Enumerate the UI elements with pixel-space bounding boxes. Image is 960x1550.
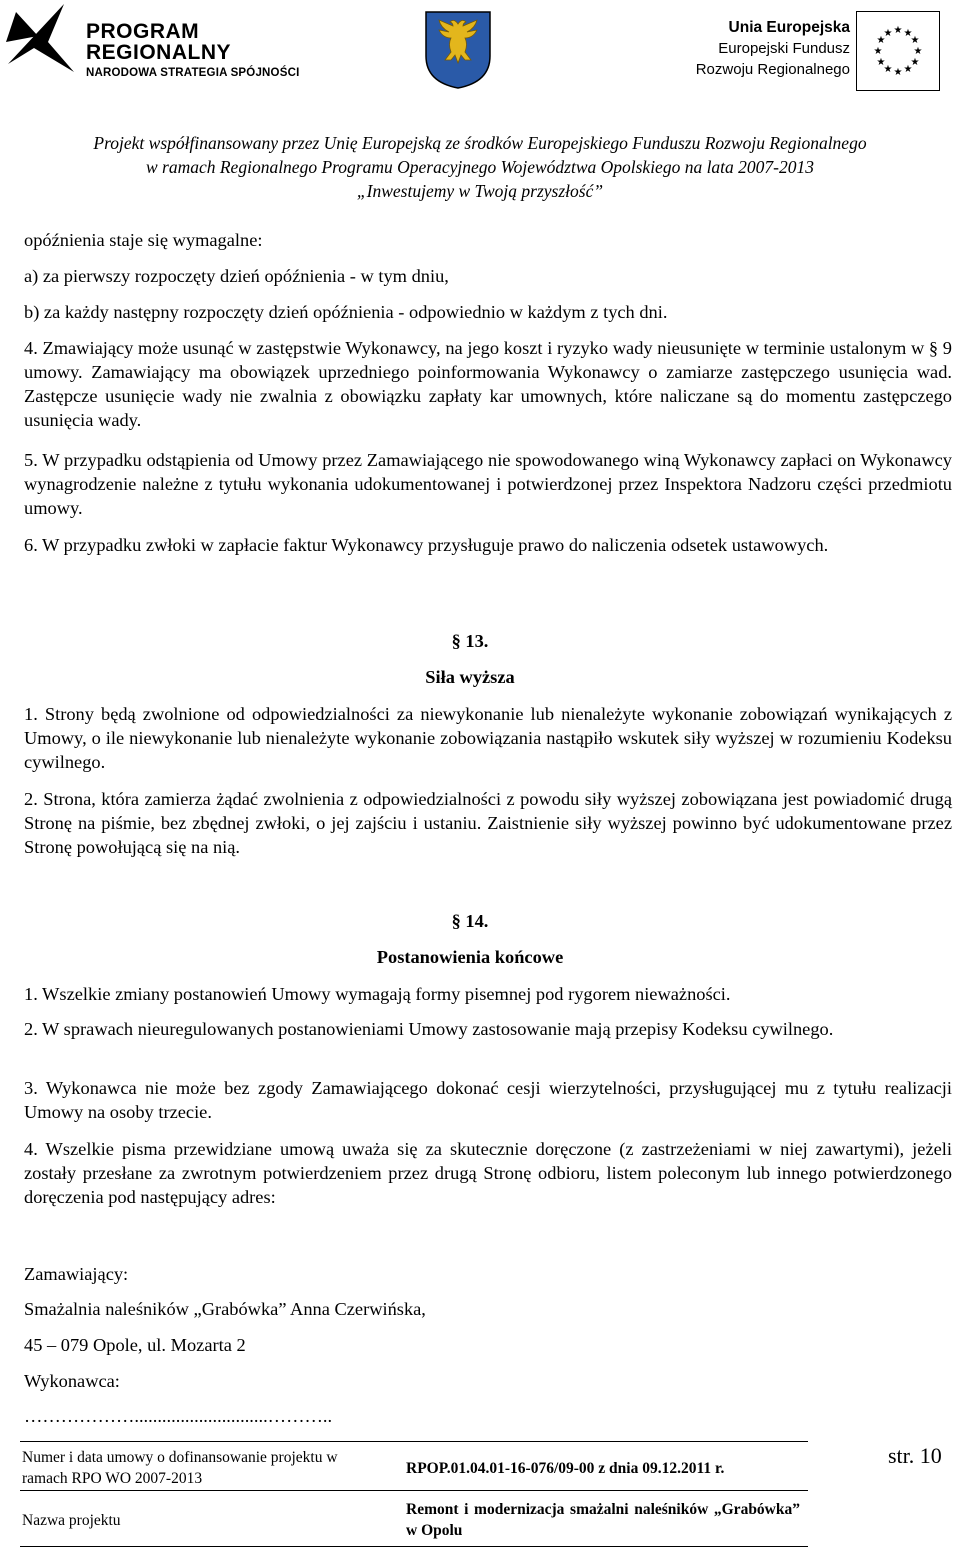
svg-text:★: ★: [876, 57, 886, 68]
program-regionalny-logo: [4, 2, 304, 82]
footer-contract-number-value: RPOP.01.04.01-16-076/09-00 z dnia 09.12.2011 r.: [406, 1460, 725, 1477]
svg-text:★: ★: [913, 46, 923, 57]
svg-text:★: ★: [883, 28, 893, 39]
section-14-point-4: 4. Wszelkie pisma przewidziane umową uważa się za skutecznie doręczone (z zastrzeżeniami w niej zawartymi), jeżeli zostały przesłane za zwrotnym potwierdzeniem przez drugą Stronę odbioru, listem poleconym lub innego potwierdzonego doręczenia pod następujący adres:: [24, 1139, 952, 1207]
eu-line3: Rozwoju Regionalnego: [695, 61, 850, 78]
opole-eagle-crest-icon: [424, 10, 492, 90]
cofinancing-line2: w ramach Regionalnego Programu Operacyjnego Województwa Opolskiego na lata 2007-2013: [145, 157, 815, 177]
contractor-label: Wykonawca:: [24, 1371, 120, 1391]
page-number: str. 10: [888, 1443, 942, 1468]
eu-line2: Europejski Fundusz: [718, 40, 850, 57]
paragraph-continuation: opóźnienia staje się wymagalne:: [24, 230, 263, 250]
svg-text:★: ★: [893, 25, 903, 36]
svg-text:★: ★: [903, 28, 913, 39]
svg-text:★: ★: [876, 35, 886, 46]
svg-text:★: ★: [910, 57, 920, 68]
footer-contract-number-label: Numer i data umowy o dofinansowanie projektu w ramach RPO WO 2007-2013: [22, 1449, 338, 1487]
ordering-party-address: 45 – 079 Opole, ul. Mozarta 2: [24, 1335, 246, 1355]
eu-flag-icon: [856, 11, 940, 91]
section-14-point-1: 1. Wszelkie zmiany postanowień Umowy wymagają formy pisemnej pod rygorem nieważności.: [24, 984, 731, 1004]
paragraph-point-5: 5. W przypadku odstąpienia od Umowy przez Zamawiającego nie spowodowanego winą Wykonawcy zapłaci on Wykonawcy wynagrodzenie należne z tytułu wykonania udokumentowanej i potwierdzonej przez Inspektora Nadzoru części przedmiotu umowy.: [24, 450, 952, 518]
svg-text:★: ★: [893, 67, 903, 78]
eu-line1: Unia Europejska: [728, 19, 850, 36]
section-14-point-2: 2. W sprawach nieuregulowanych postanowieniami Umowy zastosowanie mają przepisy Kodeksu cywilnego.: [24, 1019, 834, 1039]
paragraph-item-b: b) za każdy następny rozpoczęty dzień opóźnienia - odpowiednio w każdym z tych dni.: [24, 302, 668, 322]
ordering-party-name: Smażalnia naleśników „Grabówka” Anna Czerwińska,: [24, 1299, 426, 1319]
section-13-number: § 13.: [451, 631, 489, 651]
program-logo-line1: PROGRAM: [86, 20, 200, 43]
contractor-blank-line: ……………….............................………..: [24, 1406, 333, 1426]
ordering-party-label: Zamawiający:: [24, 1264, 129, 1284]
footer-top-rule: [20, 1441, 808, 1442]
svg-text:★: ★: [903, 64, 913, 75]
paragraph-point-4: 4. Zmawiający może usunąć w zastępstwie Wykonawcy, na jego koszt i ryzyko wady nieusunięte w terminie ustalonym w § 9 umowy. Zamawiający ma obowiązek uprzedniego poinformowania Wykonawcy o zamiarze zastępczego usunięcia wad. Zastępcze usunięcie wady nie zwalnia z obowiązku zapłaty kar umownych, które naliczane są do momentu zastępczego usunięcia wady.: [24, 338, 952, 430]
footer-bottom-rule: [20, 1546, 808, 1547]
section-13-point-2: 2. Strona, która zamierza żądać zwolnienia z odpowiedzialności z powodu siły wyższej zobowiązana jest powiadomić drugą Stronę na piśmie, bez zbędnej zwłoki, o jej zajściu i ustaniu. Zaistnienie siły wyższej powinno być udokumentowane przez Stronę powołującą się na nią.: [24, 789, 952, 857]
footer-project-name-label: Nazwa projektu: [22, 1512, 121, 1529]
section-13-title: Siła wyższa: [425, 667, 515, 687]
footer-project-name-value: Remont i modernizacja smażalni naleśników „Grabówka” w Opolu: [406, 1501, 800, 1539]
cofinancing-line3: „Inwestujemy w Twoją przyszłość”: [356, 181, 604, 201]
cofinancing-note: [0, 131, 960, 203]
svg-text:★: ★: [910, 35, 920, 46]
eu-caption: [636, 17, 850, 80]
svg-text:★: ★: [883, 64, 893, 75]
section-14-title: Postanowienia końcowe: [376, 947, 564, 967]
section-13-point-1: 1. Strony będą zwolnione od odpowiedzialności za niewykonanie lub nienależyte wykonanie zobowiązań wynikających z Umowy, o ile niewykonanie lub nienależyte wykonanie zobowiązania nastąpiło wskutek siły wyższej w rozumieniu Kodeksu cywilnego.: [24, 704, 952, 772]
section-14-point-3: 3. Wykonawca nie może bez zgody Zamawiającego dokonać cesji wierzytelności, przysługującej mu z tytułu realizacji Umowy na osoby trzecie.: [24, 1078, 952, 1122]
svg-text:★: ★: [873, 46, 883, 57]
paragraph-item-a: a) za pierwszy rozpoczęty dzień opóźnienia - w tym dniu,: [24, 266, 449, 286]
section-14-number: § 14.: [451, 911, 489, 931]
cofinancing-line1: Projekt współfinansowany przez Unię Europejską ze środków Europejskiego Funduszu Rozwoju Regionalnego: [93, 133, 867, 153]
footer-middle-rule: [20, 1490, 808, 1491]
program-regionalny-mark-icon: [4, 2, 76, 74]
program-logo-line2: REGIONALNY: [86, 41, 232, 64]
paragraph-point-6: 6. W przypadku zwłoki w zapłacie faktur Wykonawcy przysługuje prawo do naliczenia odsetek ustawowych.: [24, 535, 829, 555]
program-logo-line3: NARODOWA STRATEGIA SPÓJNOŚCI: [86, 67, 300, 79]
